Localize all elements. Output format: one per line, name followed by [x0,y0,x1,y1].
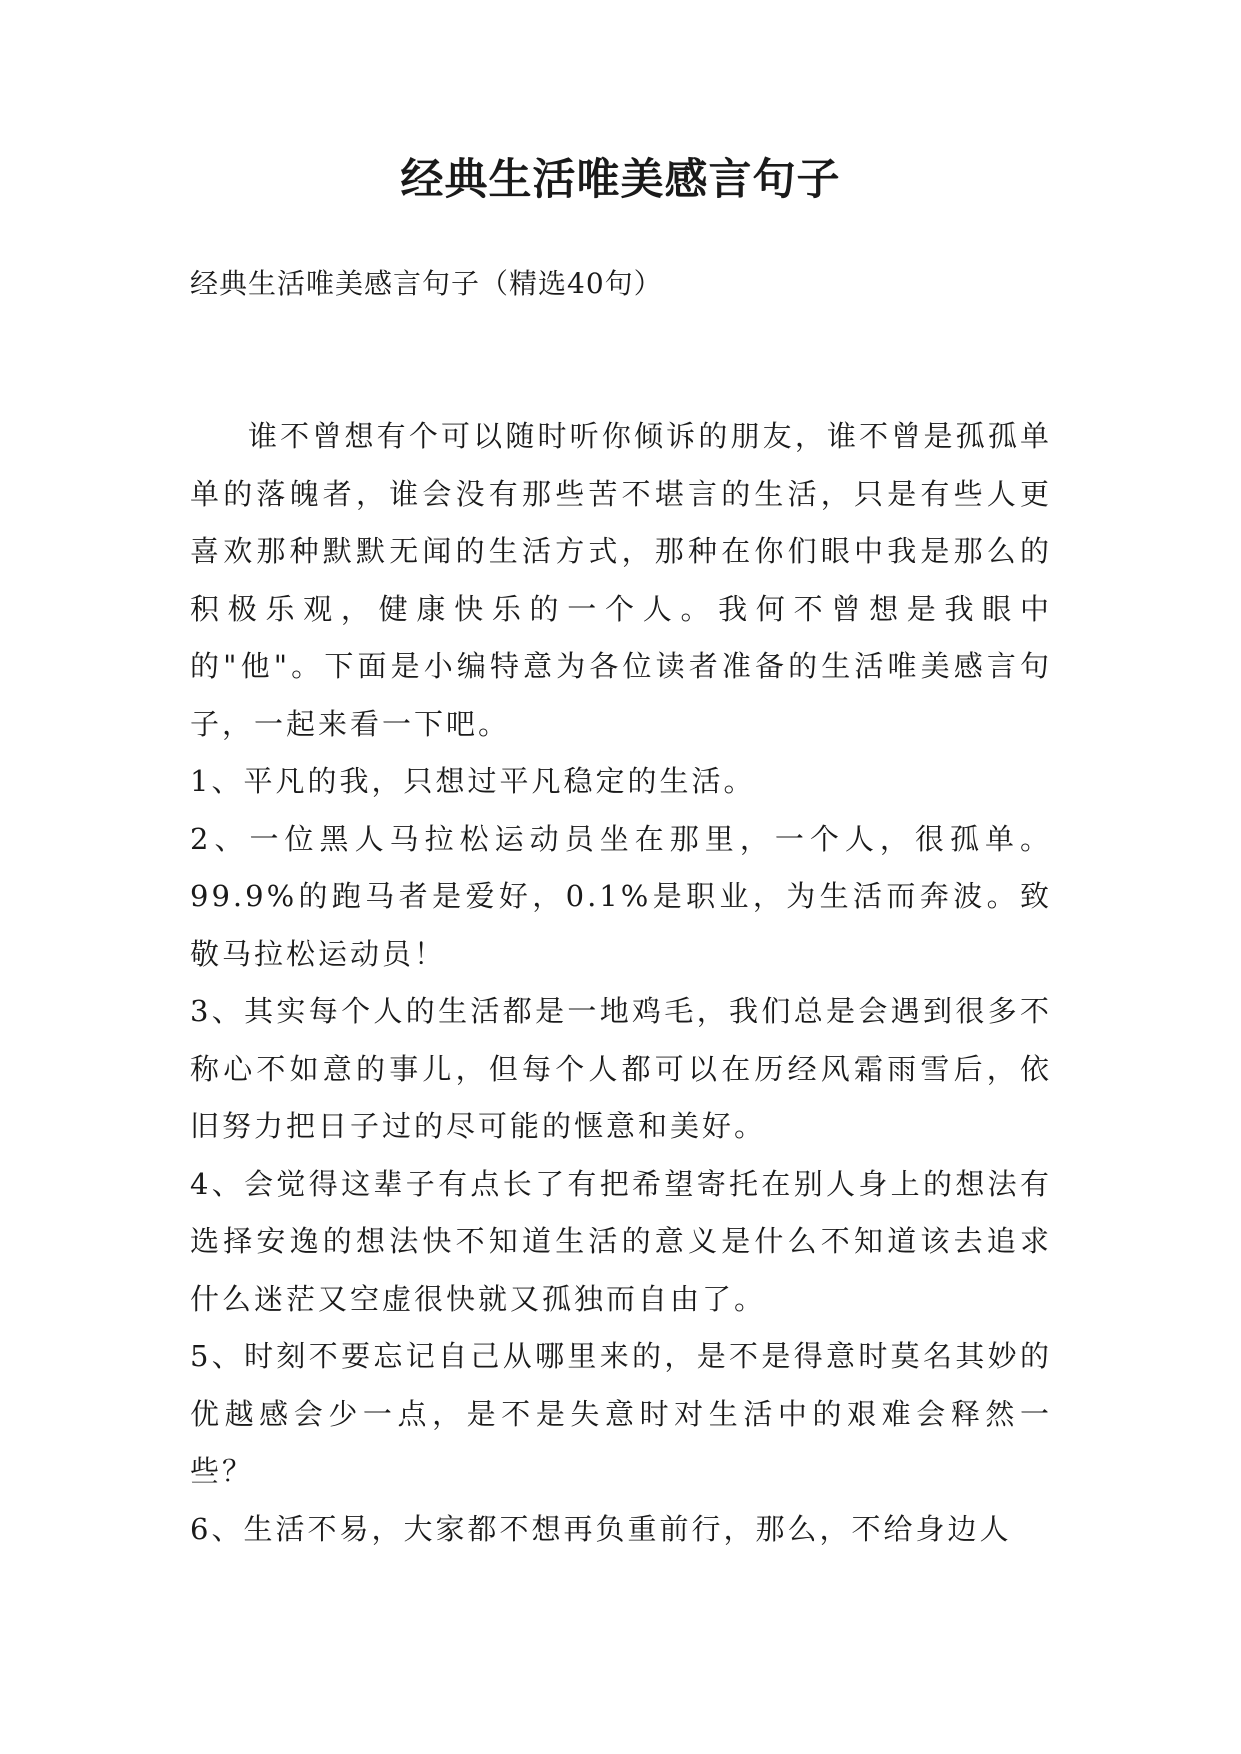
list-item: 2、一位黑人马拉松运动员坐在那里，一个人，很孤单。99.9%的跑马者是爱好，0.1%是职业，为生活而奔波。致敬马拉松运动员！ [190,821,1052,971]
document-title: 经典生活唯美感言句子 [400,155,841,205]
document-body [190,408,1052,1558]
list-item: 3、其实每个人的生活都是一地鸡毛，我们总是会遇到很多不称心不如意的事儿，但每个人都可以在历经风霜雨雪后，依旧努力把日子过的尽可能的惬意和美好。 [190,994,1052,1143]
list-item: 6、生活不易，大家都不想再负重前行，那么，不给身边人 [190,1511,1012,1546]
list-item: 1、平凡的我，只想过平凡稳定的生活。 [190,764,756,798]
document-subtitle: 经典生活唯美感言句子（精选40句） [190,267,663,300]
list-item: 5、时刻不要忘记自己从哪里来的，是不是得意时莫名其妙的优越感会少一点，是不是失意时对生活中的艰难会释然一些？ [190,1339,1052,1488]
list-item: 4、会觉得这辈子有点长了有把希望寄托在别人身上的想法有选择安逸的想法快不知道生活的意义是什么不知道该去追求什么迷茫又空虚很快就又孤独而自由了。 [190,1166,1052,1316]
intro-paragraph: 谁不曾想有个可以随时听你倾诉的朋友，谁不曾是孤孤单单的落魄者，谁会没有那些苦不堪言的生活，只是有些人更喜欢那种默默无闻的生活方式，那种在你们眼中我是那么的积极乐观，健康快乐的一个人。我何不曾想是我眼中的"他"。下面是小编特意为各位读者准备的生活唯美感言句子，一起来看一下吧。 [190,419,1052,741]
